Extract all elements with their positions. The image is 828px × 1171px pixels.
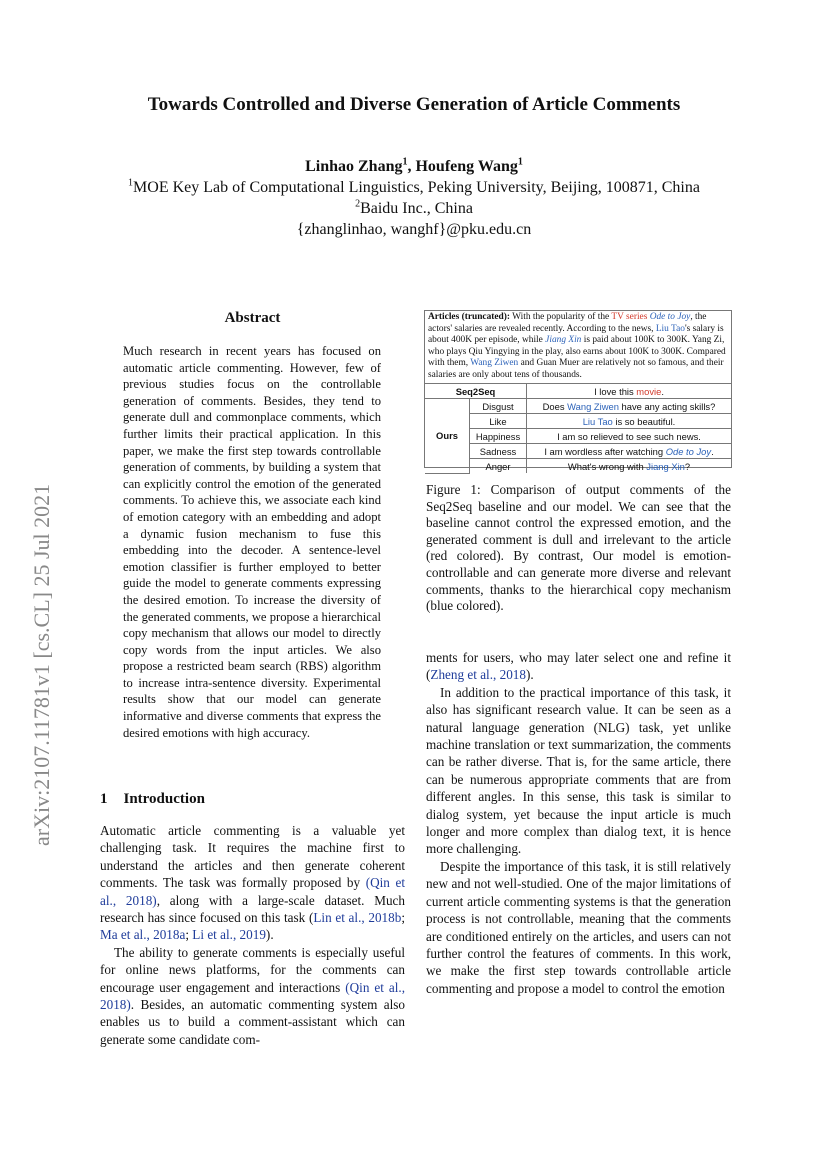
highlight-blue: Ode to Joy xyxy=(649,312,691,322)
emotion-label: Disgust xyxy=(470,399,527,414)
figure-article xyxy=(425,311,731,384)
paragraph xyxy=(426,649,731,684)
highlight-blue: Liu Tao xyxy=(655,323,685,334)
paper-title: Towards Controlled and Diverse Generation of Article Comments xyxy=(147,94,681,115)
table-row xyxy=(425,459,731,474)
author-name: Linhao Zhang xyxy=(305,158,403,175)
affiliation-text: Baidu Inc., China xyxy=(360,200,473,217)
author-email: {zhanglinhao, wanghf}@pku.edu.cn xyxy=(296,221,532,238)
section-number: 1 xyxy=(100,791,108,807)
affiliation-sup: 2 xyxy=(355,198,361,210)
highlight-red: movie xyxy=(636,385,662,397)
affiliation-text: MOE Key Lab of Computational Linguistics, Peking University, Beijing, 100871, China xyxy=(133,179,700,196)
emotion-label: Happiness xyxy=(470,429,527,444)
ours-comment xyxy=(527,444,732,459)
citation-link[interactable]: Lin et al., 2018b xyxy=(313,910,402,926)
author-block xyxy=(0,156,828,240)
seq2seq-comment xyxy=(527,384,732,399)
table-row xyxy=(425,384,731,399)
text-run: I am wordless after watching xyxy=(544,445,666,457)
highlight-blue: Jiang Xin xyxy=(545,335,582,346)
paragraph: Despite the importance of this task, it is still relatively new and not well-studied. One of the major limitations of current article commenting systems is that the generation process is not controllable, meaning that the comments are conditioned entirely on the articles, and users can not further control the features of comments. In this work, we make the first step towards controllable article commenting and propose a model to control the emotion xyxy=(426,858,731,996)
text-run: ; xyxy=(401,910,406,926)
highlight-blue: Ode to Joy xyxy=(665,445,712,457)
table-row xyxy=(425,399,731,414)
figure-caption: Figure 1: Comparison of output comments of the Seq2Seq baseline and our model. We can see that the baseline cannot control the expressed emotion, and the generated comment is dull and irrelevant to the article (red colored). By contrast, Our model is emotion-controllable and can generate more diverse and relevant comments, thanks to the hierarchical copy mechanism (blue colored). xyxy=(426,482,731,614)
text-run: , the actors' salaries are revealed recently. According to the news, xyxy=(428,312,707,334)
left-column-body xyxy=(100,822,405,1048)
author-names xyxy=(0,156,828,177)
abstract-heading: Abstract xyxy=(224,310,281,326)
arxiv-identifier xyxy=(22,380,58,850)
affiliation-2 xyxy=(0,198,828,219)
table-row xyxy=(425,444,731,459)
text-run: ments for users, who may later select one and refine it ( xyxy=(426,650,731,683)
author-sup: 1 xyxy=(517,156,523,168)
table-row xyxy=(425,414,731,429)
text-run: . xyxy=(661,385,664,397)
text-run: What's wrong with xyxy=(567,460,647,472)
ours-comment xyxy=(527,429,732,444)
text-run: Automatic article commenting is a valuable yet challenging task. It requires the machine first to understand the articles and then generate coherent comments. The task was formally proposed by xyxy=(100,823,405,891)
text-run: and Guan Muer are relatively not so famous, and their salaries are only about tens of thousands. xyxy=(428,358,724,380)
citation-link[interactable]: Li et al., 2019 xyxy=(192,927,266,943)
text-run: is paid about 100K to 300K. Yang Zi, who plays Qiu Yingying in the play, also earns about 100K to 300K. Compared with them, xyxy=(428,335,726,369)
citation-link[interactable]: (Qin et al., 2018) xyxy=(100,875,405,908)
text-run: I am so relieved to see such news. xyxy=(557,430,701,442)
author-sup: 1 xyxy=(402,156,408,168)
text-run: The ability to generate comments is especially useful for online news platforms, for the comments can encourage user engagement and interactions xyxy=(100,944,405,995)
text-run: have any acting skills? xyxy=(618,400,716,412)
text-run: I love this xyxy=(594,385,637,397)
paragraph: In addition to the practical importance of this task, it also has significant research value. It can be seen as a natural language generation (NLG) task, yet unlike machine translation or text summarization, the comments can be rather diverse. That is, for the same article, there can be numerous appropriate comments that are from different angles. In this sense, this task is similar to dialog system, yet because the input article is much longer and more complex than dialog text, it is hence more challenging. xyxy=(426,684,731,857)
emotion-label: Anger xyxy=(470,459,527,474)
figure-1 xyxy=(424,310,732,472)
highlight-blue: Jiang Xin xyxy=(646,460,685,472)
arxiv-id-text: arXiv:2107.11781v1 [cs.CL] 25 Jul 2021 xyxy=(29,483,54,846)
text-run: 's salary is about 400K per episode, while xyxy=(428,323,724,346)
text-run: , along with a large-scale dataset. Much research has since focused on this task ( xyxy=(100,892,405,926)
text-run: ). xyxy=(265,927,274,943)
citation-link[interactable]: (Qin et al., 2018) xyxy=(100,979,405,1013)
author-name: Houfeng Wang xyxy=(415,158,518,175)
ours-comment xyxy=(527,414,732,429)
text-run: Does xyxy=(542,400,568,412)
seq2seq-label: Seq2Seq xyxy=(425,384,527,399)
text-run: ). xyxy=(526,667,534,683)
highlight-blue: Wang Ziwen xyxy=(567,400,619,412)
table-row xyxy=(425,429,731,444)
abstract-text: Much research in recent years has focused on automatic article commenting. However, few of previous studies focus on the controllable generation of comments. Besides, they tend to generate dull and commonplace comments, which further limits their practical application. In this paper, we make the first step towards controllable generation of comments, by building a system that can explicitly control the emotion of the generated comments. To achieve this, we associate each kind of emotion category with an embedding and adopt a dynamic fusion mechanism to fuse this embedding into the decoder. A sentence-level emotion classifier is further employed to better guide the model to generate comments expressing the desired emotion. To increase the diversity of the generated comments, we propose a hierarchical copy mechanism that allows our model to directly copy words from the input articles. We also propose a restricted beam search (RBS) algorithm to increase intra-sentence diversity. Experimental results show that our model can generate informative and diverse comments that express the desired emotions with high accuracy. xyxy=(123,344,381,740)
text-run: . xyxy=(711,445,714,457)
paragraph xyxy=(100,822,405,944)
highlight-blue: Liu Tao xyxy=(582,415,613,427)
figure-comparison-table xyxy=(425,384,731,474)
paragraph xyxy=(100,944,405,1048)
section-title: Introduction xyxy=(123,791,205,807)
citation-link[interactable]: Zheng et al., 2018 xyxy=(430,667,526,683)
text-run: is so beautiful. xyxy=(612,415,676,427)
article-label: Articles (truncated): xyxy=(428,312,510,322)
highlight-red: TV series xyxy=(611,312,648,322)
author-separator: , xyxy=(407,158,416,175)
emotion-label: Sadness xyxy=(470,444,527,459)
right-column-body xyxy=(426,649,731,997)
citation-link[interactable]: Ma et al., 2018a xyxy=(100,927,186,943)
section-heading-introduction xyxy=(100,791,221,808)
text-run: . Besides, an automatic commenting system also enables us to build a comment-assistant which can generate some candidate com- xyxy=(100,997,405,1047)
text-run: With the popularity of the xyxy=(510,312,612,322)
ours-label: Ours xyxy=(425,399,470,474)
affiliation-sup: 1 xyxy=(128,177,134,189)
text-run: ; xyxy=(185,927,193,943)
ours-comment xyxy=(527,399,732,414)
emotion-label: Like xyxy=(470,414,527,429)
highlight-blue: Wang Ziwen xyxy=(470,358,519,369)
affiliation-1 xyxy=(0,177,828,198)
ours-comment xyxy=(527,459,732,474)
text-run: ? xyxy=(684,460,691,472)
